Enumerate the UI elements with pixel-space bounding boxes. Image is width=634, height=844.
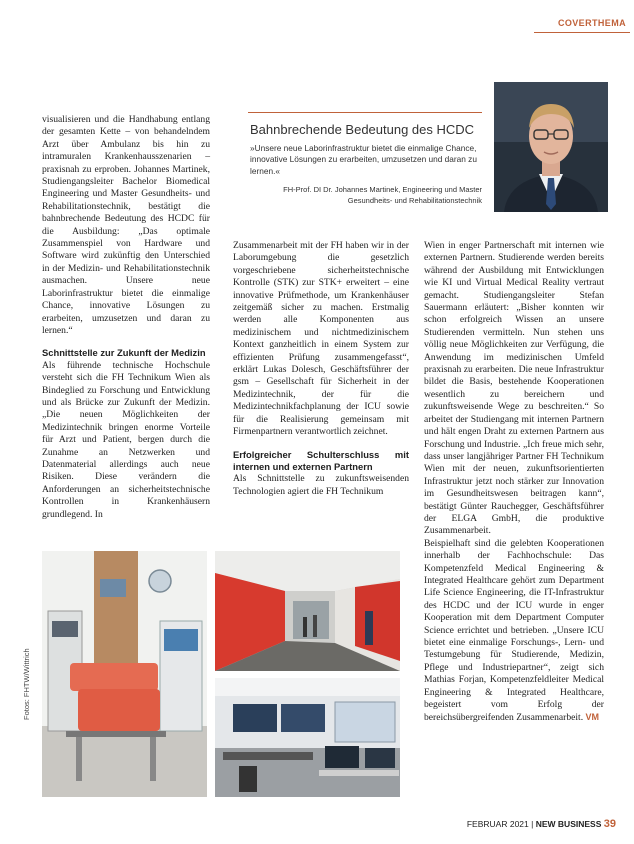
article-column-1 [42,114,210,521]
quote-text: »Unsere neue Laborinfrastruktur bietet die einmalige Chance, innovative Lösungen zu erarbeiten, umzusetzen und daran zu lernen.« [250,143,477,176]
quote-author-line1: FH-Prof. DI Dr. Johannes Martinek, Engineering und Master [283,185,482,195]
photo-credit: Fotos: FHTW/Wittrich [22,648,31,720]
footer-separator: | [531,819,534,829]
photo-corridor [215,551,400,671]
page-number: 39 [603,818,616,830]
subheading: Erfolgreicher Schulterschluss mit internen und externen Partnern [233,448,409,472]
section-label: COVERTHEMA [557,18,626,28]
quote-top-rule [248,112,482,113]
magazine-name: NEW BUSINESS [535,819,602,829]
photo-control-room [215,678,400,797]
article-paragraph-text: Beispielhaft sind die gelebten Kooperationen innerhalb der Fachhochschule: Das Kompetenzfeld Medical Engineering & Integrated Healthcare gehört zum Department Life Science Engineering, die IT-Infrastruktur des HCDC und der ICU wurde in enger Kooperation mit dem Department Computer Science errichtet und betrieben. „Unsere ICU bietet eine einmalige Forschungs-, Lern- und Testumgebung für Studierende, Medizin, Pflege und Industriepartner“, zeigt sich Mathias Forjan, Kompetenzfeldleiter Medical Engineering & Integrated Healthcare, begeistert vom Erfolg der bereichsübergreifenden Zusammenarbeit. [424,537,604,724]
issue-date: FEBRUAR 2021 [466,819,529,829]
author-signature: VM [585,712,600,723]
article-paragraph: Als Schnittstelle zu zukunftsweisenden Technologien agiert die FH Technikum [233,473,409,497]
quote-author-line2: Gesundheits- und Rehabilitationstechnik [347,195,482,205]
section-rule [534,32,630,33]
photo-medical-lab [42,551,207,797]
quote-title: Bahnbrechende Bedeutung des HCDC [250,122,475,137]
portrait-photo [494,82,608,212]
article-column-2 [233,240,409,498]
article-column-3 [424,240,604,725]
article-paragraph: Wien in enger Partnerschaft mit internen wie externen Partnern. Studierende werden bereits während der Ausbildung mit Entwicklungen wie KI und Virtual Medical Reality vertraut gemacht. Studiengangsleiter Stefan Sauermann erläutert: „Bisher konnten wir schon erfolgreich Wissen an unsere Studierenden vermitteln. Nun stehen uns völlig neue Möglichkeiten zur Verfügung, die Anwendung im medizinischen Umfeld praxisnah zu erarbeiten. Die neue Infrastruktur bildet die Basis, bestehende Kooperationen wesentlich zu bereichern und zukunftsweisende Wege zu beschreiten.“ So arbeitet der Studiengang mit internen Partnern und hält engen Draht zu externen Partnern aus Forschung und Industrie. „Ich freue mich sehr, dass unser langjähriger Partner FH Technikum Wien mit der neuen, zukunftsorientierten Infrastruktur jetzt noch stärker zur Innovation im Gesundheitswesen beitragen kann“, bestätigt Günter Rauchegger, Geschäftsführer der ELGA GmbH, die produktive Zusammenarbeit. [424,240,604,537]
article-paragraph: Als führende technische Hochschule versteht sich die FH Technikum Wien als Bindeglied zu Forschung und Entwicklung und als Brücke zur Zukunft der Medizin. „Die neuen Möglichkeiten der Medizintechnik bringen enorme Vorteile für Arzt und Patient, bergen durch die Zunahme an Netzwerken und Datenmaterial allerdings auch neue Risiken. Diese verändern die Anforderungen an sicherheitstechnische Kontrollen in Krankenhäusern grundlegend. In [42,359,210,520]
pull-quote [248,112,482,206]
page-footer [467,818,616,830]
subheading: Schnittstelle zur Zukunft der Medizin [42,347,206,359]
article-paragraph: Zusammenarbeit mit der FH haben wir in der Laborumgebung die gesetzlich vorgeschriebene sicherheitstechnische Kontrolle (STK) zur STK+ erweitert – eine innovative Prüfmethode, um Krankenhäuser zeitgemäß sicher zu machen. Erstmalig werden alle Komponenten aus medizinischem und nichtmedizinischem Kontext ganzheitlich in einem System zur effizienten Prüfung zusammengefasst“, erklärt Lukas Dolesch, Geschäftsführer der gsm – Gesellschaft für Sicherheit in der Medizintechnik, der für die Medizintechnikfachplanung der ICU sowie für die Realisierung gemeinsam mit Firmenpartnern verantwortlich zeichnet. [233,240,409,438]
article-paragraph: visualisieren und die Handhabung entlang der gesamten Kette – von behandelndem Arzt über Ambulanz bis hin zu intramuralen Krankenhausszenarien – praxisnah zu erproben. Johannes Martinek, Studiengangsleiter Bachelor Biomedical Engineering und Master Gesundheits- und Rehabilitationstechnik, bestätigt die bahnbrechende Bedeutung des HCDC für die Ausbildung: „Das optimale Zusammenspiel von Hardware und Software wird zukünftig den Unterschied in der Medizin- und Rehabilitationstechnik ausmachen. Unsere neue Laborinfrastruktur bietet die einmalige Chance, innovative Lösungen zu erarbeiten, umzusetzen und daran zu lernen.“ [42,114,210,336]
quote-author [248,185,482,206]
article-paragraph [424,538,604,725]
